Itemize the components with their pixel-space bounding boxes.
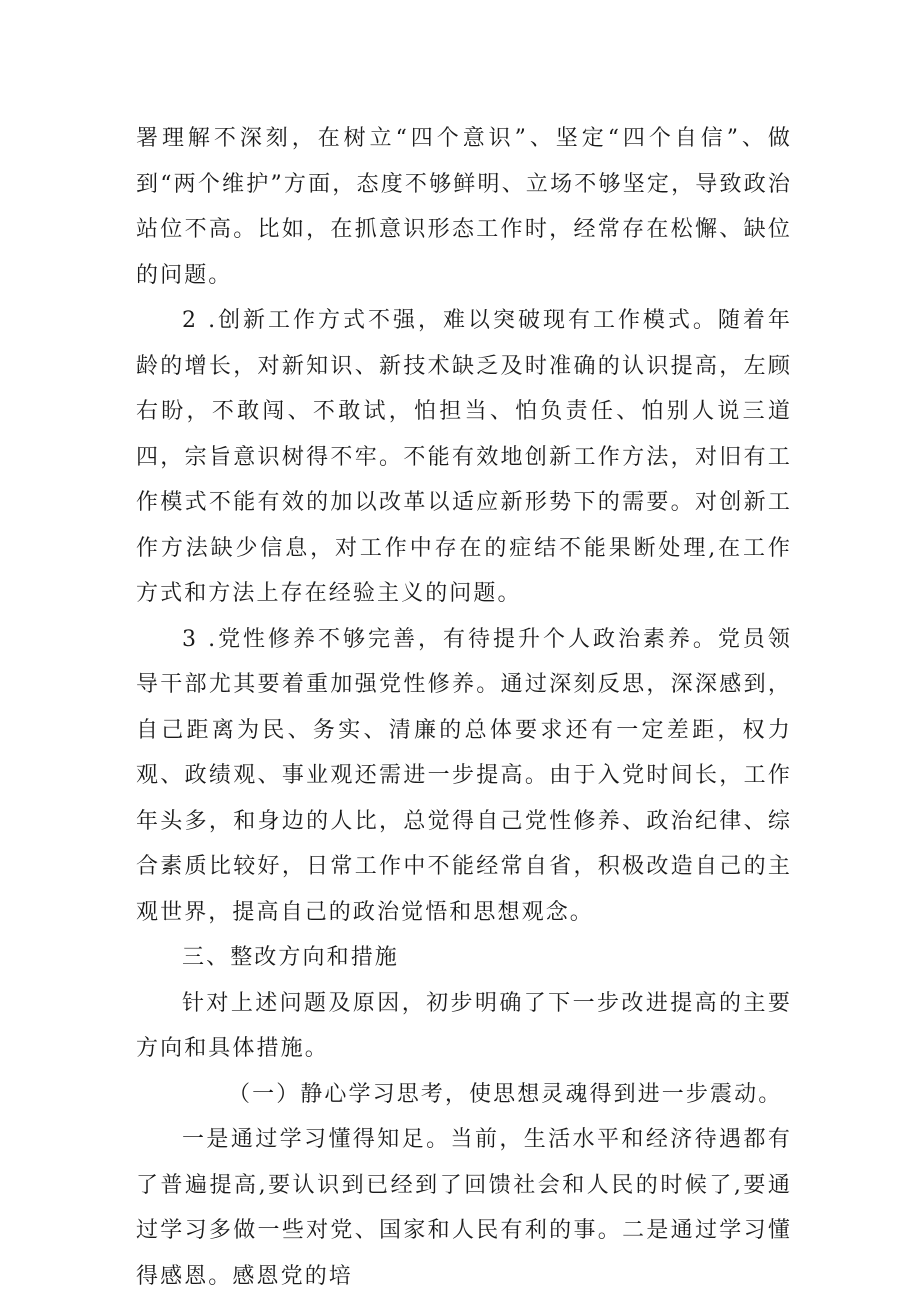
paragraph-item-2: 2 .创新工作方式不强，难以突破现有工作模式。随着年龄的增长，对新知识、新技术缺乏及时准确的认识提高，左顾右盼，不敢闯、不敢试，怕担当、怕负责任、怕别人说三道四，宗旨意识树得不牢。不能有效地创新工作方法，对旧有工作模式不能有效的加以改革以适应新形势下的需要。对创新工作方法缺少信息，对工作中存在的症结不能果断处理,在工作方式和方法上存在经验主义的问题。 [136,308,792,606]
section-heading: 三、整改方向和措施 [182,945,399,970]
paragraph-continuation: 署理解不深刻，在树立“四个意识”、坚定“四个自信”、做到“两个维护”方面，态度不够鲜明、立场不够坚定，导致政治站位不高。比如，在抓意识形态工作时，经常存在松懈、缺位的问题。 [136,126,792,288]
paragraph-measure-1: 一是通过学习懂得知足。当前，生活水平和经济待遇都有了普遍提高,要认识到已经到了回馈社会和人民的时候了,要通过学习多做一些对党、国家和人民有利的事。二是通过学习懂得感恩。感恩党的培 [136,1127,792,1289]
paragraph-intro: 针对上述问题及原因，初步明确了下一步改进提高的主要方向和具体措施。 [136,990,792,1061]
paragraph-item-3: 3 .党性修养不够完善，有待提升个人政治素养。党员领导干部尤其要着重加强党性修养。通过深刻反思，深深感到，自己距离为民、务实、清廉的总体要求还有一定差距，权力观、政绩观、事业观还需进一步提高。由于入党时间长，工作年头多，和身边的人比，总觉得自己党性修养、政治纪律、综合素质比较好，日常工作中不能经常自省，积极改造自己的主观世界，提高自己的政治觉悟和思想观念。 [136,626,792,925]
document-body [136,116,792,1299]
subsection-heading: （一）静心学习思考，使思想灵魂得到进一步震动。 [228,1081,783,1107]
